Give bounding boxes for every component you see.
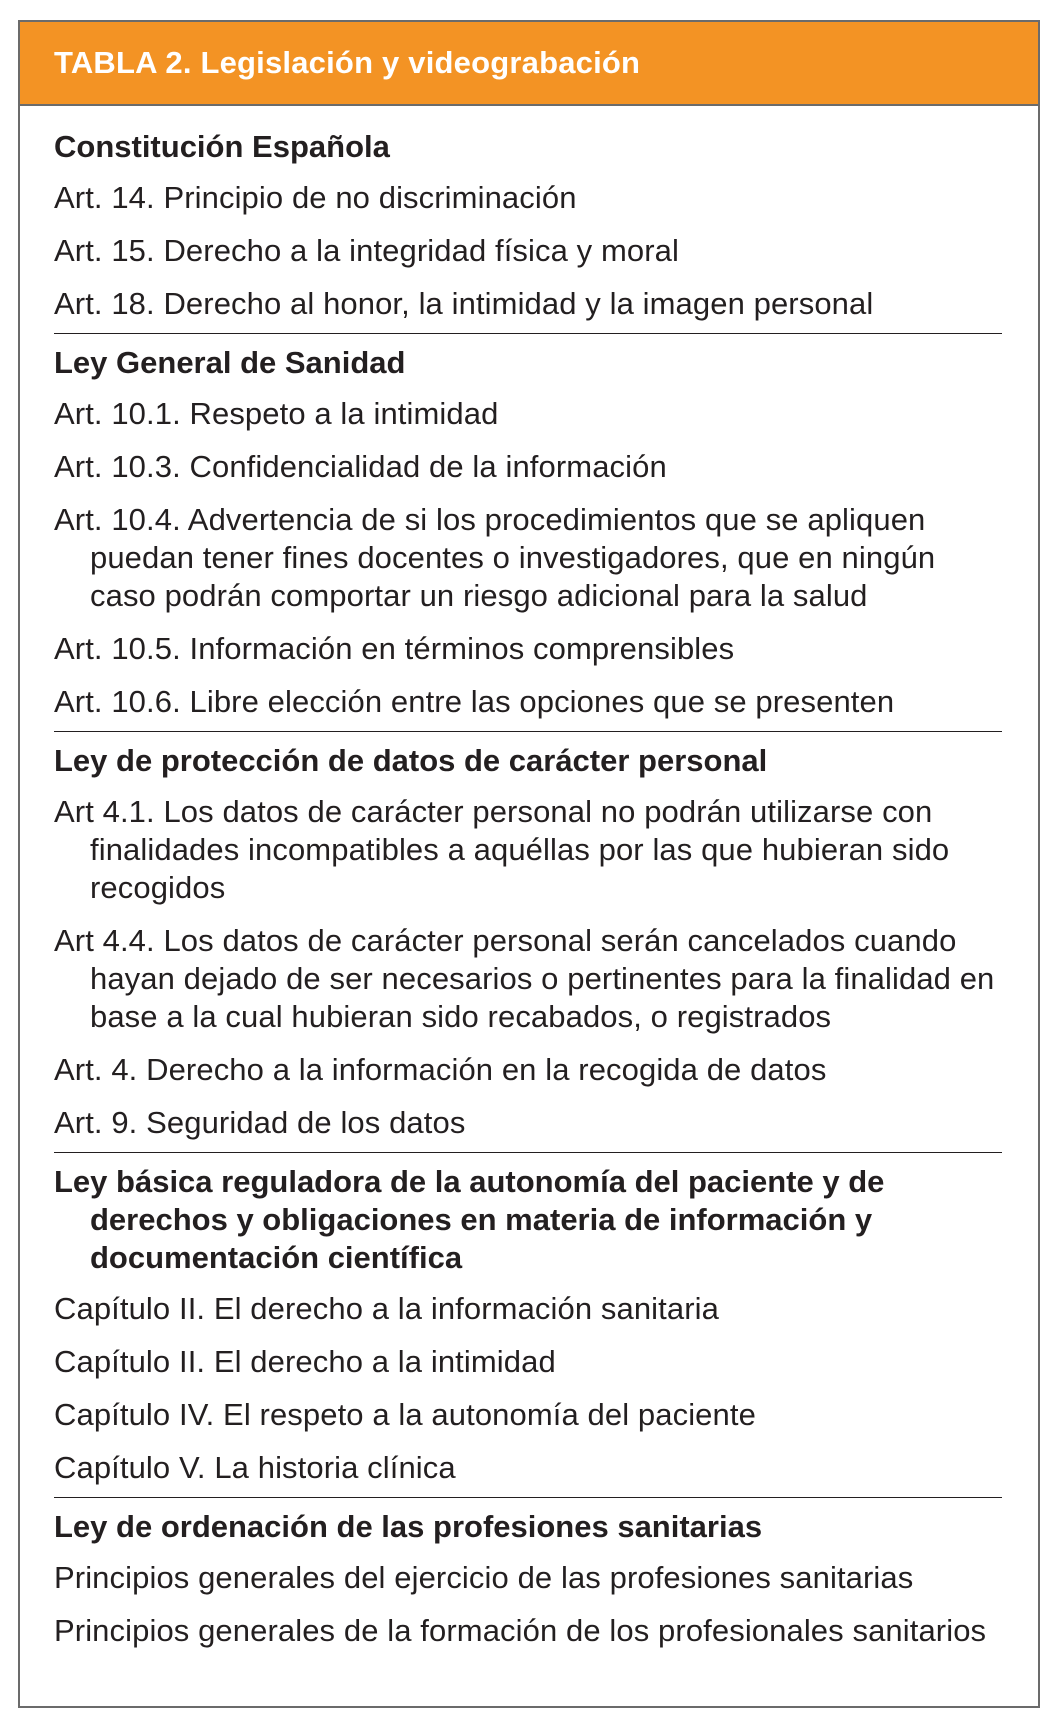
legislation-table	[18, 20, 1040, 1708]
list-item: Capítulo II. El derecho a la información sanitaria	[54, 1291, 719, 1326]
section-heading: Constitución Española	[54, 129, 390, 164]
list-item: Art 4.4. Los datos de carácter personal serán cancelados cuando hayan dejado de ser necesarios o pertinentes para la finalidad en base a la cual hubieran sido recabados, o registrados	[54, 923, 995, 1034]
list-item: Art. 15. Derecho a la integridad física y moral	[54, 233, 679, 268]
list-item: Art. 10.5. Información en términos comprensibles	[54, 631, 735, 666]
section-proteccion-datos	[54, 732, 1002, 1153]
list-item: Capítulo V. La historia clínica	[54, 1450, 456, 1485]
section-heading: Ley básica reguladora de la autonomía del paciente y de derechos y obligaciones en materia de información y documentación científica	[54, 1164, 885, 1275]
section-heading: Ley de ordenación de las profesiones sanitarias	[54, 1509, 763, 1544]
section-heading: Ley de protección de datos de carácter personal	[54, 743, 768, 778]
section-heading: Ley General de Sanidad	[54, 345, 406, 380]
list-item: Art. 10.4. Advertencia de si los procedimientos que se apliquen puedan tener fines docentes o investigadores, que en ningún caso podrán comportar un riesgo adicional para la salud	[54, 502, 936, 613]
list-item: Art. 10.3. Confidencialidad de la información	[54, 449, 667, 484]
section-constitucion	[54, 118, 1002, 334]
list-item: Art. 14. Principio de no discriminación	[54, 180, 577, 215]
section-ley-general-sanidad	[54, 334, 1002, 732]
section-profesiones-sanitarias	[54, 1498, 1002, 1660]
list-item: Art 4.1. Los datos de carácter personal no podrán utilizarse con finalidades incompatibles a aquéllas por las que hubieran sido recogidos	[54, 794, 950, 905]
table-title: TABLA 2. Legislación y videograbación	[54, 45, 641, 80]
list-item: Capítulo IV. El respeto a la autonomía del paciente	[54, 1397, 756, 1432]
list-item: Art. 10.6. Libre elección entre las opciones que se presenten	[54, 684, 895, 719]
list-item: Principios generales del ejercicio de las profesiones sanitarias	[54, 1560, 914, 1595]
list-item: Capítulo II. El derecho a la intimidad	[54, 1344, 556, 1379]
table-header	[20, 22, 1038, 106]
table-body	[20, 106, 1038, 1660]
list-item: Art. 4. Derecho a la información en la recogida de datos	[54, 1052, 827, 1087]
section-autonomia-paciente	[54, 1153, 1002, 1498]
list-item: Principios generales de la formación de los profesionales sanitarios	[54, 1613, 987, 1648]
list-item: Art. 10.1. Respeto a la intimidad	[54, 396, 499, 431]
list-item: Art. 9. Seguridad de los datos	[54, 1105, 466, 1140]
list-item: Art. 18. Derecho al honor, la intimidad y la imagen personal	[54, 286, 874, 321]
